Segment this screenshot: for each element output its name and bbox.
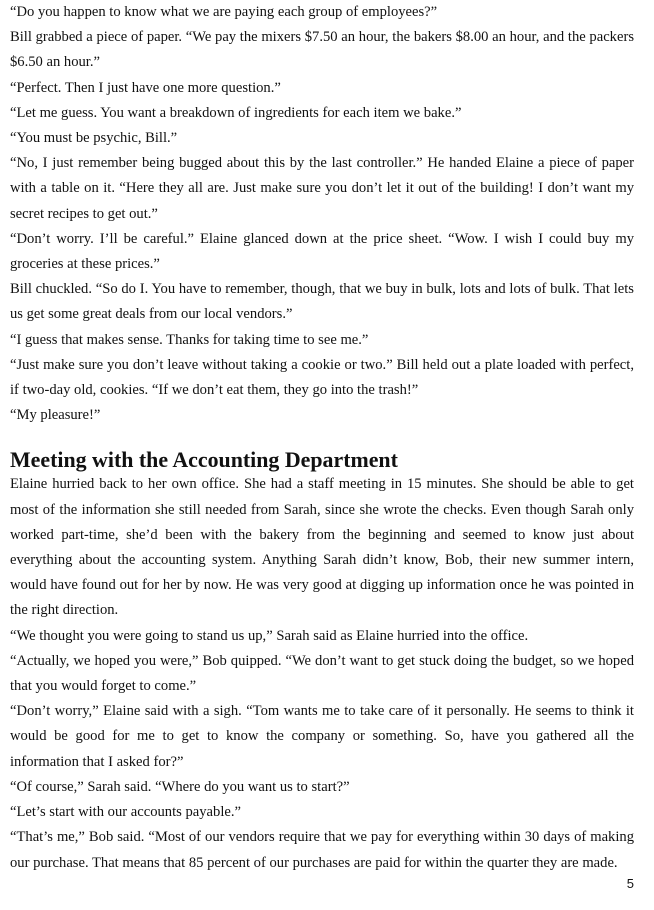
paragraph: “Just make sure you don’t leave without taking a cookie or two.” Bill held out a plate loaded with perfect, if two-day old, cookies. “If we don’t eat them, they go into the trash!”: [10, 356, 634, 399]
paragraph: “Actually, we hoped you were,” Bob quipped. “We don’t want to get stuck doing the budget, so we hoped that you would forget to come.”: [10, 652, 634, 695]
paragraph: “Perfect. Then I just have one more question.”: [10, 79, 281, 96]
paragraph: “Let me guess. You want a breakdown of ingredients for each item we bake.”: [10, 104, 462, 121]
paragraph: “Don’t worry. I’ll be careful.” Elaine glanced down at the price sheet. “Wow. I wish I could buy my groceries at these prices.”: [10, 230, 634, 273]
section-spacer: [10, 428, 634, 448]
paragraph: “Do you happen to know what we are paying each group of employees?”: [10, 4, 438, 20]
accounting-section: [10, 448, 634, 875]
paragraph: “My pleasure!”: [10, 407, 101, 424]
dialogue-section: [10, 0, 634, 428]
paragraph: Bill chuckled. “So do I. You have to remember, though, that we buy in bulk, lots and lots of bulk. That lets us get some great deals from our local vendors.”: [10, 281, 634, 323]
paragraph: “Don’t worry,” Elaine said with a sigh. “Tom wants me to take care of it personally. He seems to think it would be good for me to get to know the company or something. So, have you gathered all the information that I asked for?”: [10, 703, 634, 770]
document-page: [10, 0, 634, 876]
paragraph: “Of course,” Sarah said. “Where do you want us to start?”: [10, 778, 350, 795]
paragraph: “I guess that makes sense. Thanks for taking time to see me.”: [10, 331, 369, 348]
paragraph: “No, I just remember being bugged about this by the last controller.” He handed Elaine a piece of paper with a table on it. “Here they all are. Just make sure you don’t let it out of the building! I don’t want my secret recipes to get out.”: [10, 155, 634, 222]
paragraph: “You must be psychic, Bill.”: [10, 130, 178, 147]
page-number: 5: [626, 876, 634, 891]
paragraph: “Let’s start with our accounts payable.”: [10, 804, 241, 821]
paragraph: “We thought you were going to stand us up,” Sarah said as Elaine hurried into the office.: [10, 627, 529, 644]
section-heading: Meeting with the Accounting Department: [10, 447, 398, 473]
paragraph: “That’s me,” Bob said. “Most of our vendors require that we pay for everything within 30 days of making our purchase. That means that 85 percent of our purchases are paid for within the quarter they are made.: [10, 829, 634, 871]
paragraph: Bill grabbed a piece of paper. “We pay the mixers $7.50 an hour, the bakers $8.00 an hour, and the packers $6.50 an hour.”: [10, 29, 634, 71]
paragraph: Elaine hurried back to her own office. She had a staff meeting in 15 minutes. She should be able to get most of the information she still needed from Sarah, since she wrote the checks. Even though Sarah only worked part-time, she’d been with the bakery from the beginning and seemed to know just about everything about the accounting system. Anything Sarah didn’t know, Bob, their new summer intern, would have found out for her by now. He was very good at digging up information once he was pointed in the right direction.: [10, 476, 634, 619]
